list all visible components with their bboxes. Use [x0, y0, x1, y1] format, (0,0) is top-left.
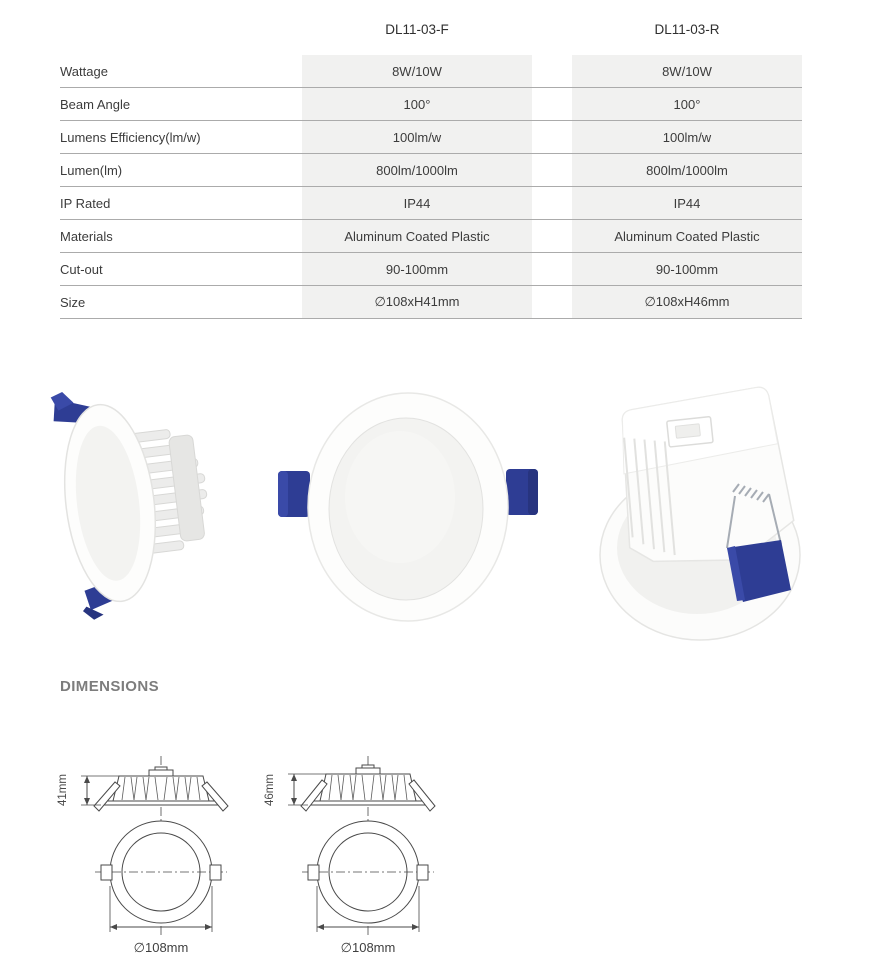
table-row — [60, 154, 802, 187]
row-value-f: IP44 — [302, 187, 532, 219]
table-row — [60, 286, 802, 319]
row-label: IP Rated — [60, 195, 111, 211]
row-value-f: 100lm/w — [302, 121, 532, 153]
spec-table — [60, 55, 802, 319]
row-label: Beam Angle — [60, 96, 131, 112]
row-label: Cut-out — [60, 261, 103, 277]
row-value-r: 800lm/1000lm — [572, 154, 802, 186]
model-column-header-f: DL11-03-F — [385, 22, 449, 37]
row-value-r: IP44 — [572, 187, 802, 219]
height-dimension-label: 46mm — [264, 774, 276, 806]
row-label: Wattage — [60, 63, 108, 79]
row-value-r: ∅108xH46mm — [572, 286, 802, 318]
row-label: Size — [60, 294, 86, 310]
downlight-front-view-photo — [270, 385, 545, 625]
row-value-f: 8W/10W — [302, 55, 532, 87]
table-row — [60, 55, 802, 88]
dimension-drawing-r-graphic — [268, 750, 468, 962]
dimension-drawing-r — [264, 750, 468, 962]
dimensions-heading: DIMENSIONS — [60, 678, 160, 695]
row-value-r: 100° — [572, 88, 802, 120]
row-value-f: ∅108xH41mm — [302, 286, 532, 318]
table-row — [60, 187, 802, 220]
row-value-f: 90-100mm — [302, 253, 532, 285]
row-label: Lumen(lm) — [60, 162, 123, 178]
dimension-drawing-f-graphic — [61, 750, 261, 962]
downlight-side-view-photo — [50, 375, 225, 620]
table-row — [60, 88, 802, 121]
table-row — [60, 253, 802, 286]
row-value-r: 90-100mm — [572, 253, 802, 285]
row-value-r: 8W/10W — [572, 55, 802, 87]
height-dimension-label: 41mm — [57, 774, 69, 806]
row-value-r: 100lm/w — [572, 121, 802, 153]
row-value-r: Aluminum Coated Plastic — [572, 220, 802, 252]
table-row — [60, 121, 802, 154]
model-column-header-r: DL11-03-R — [654, 22, 720, 37]
row-label: Materials — [60, 228, 113, 244]
row-label: Lumens Efficiency(lm/w) — [60, 129, 201, 145]
diameter-dimension-label: ∅108mm — [133, 940, 189, 955]
row-value-f: 100° — [302, 88, 532, 120]
diameter-dimension-label: ∅108mm — [340, 940, 396, 955]
dimension-drawing-f — [57, 750, 261, 962]
table-row — [60, 220, 802, 253]
row-value-f: 800lm/1000lm — [302, 154, 532, 186]
downlight-back-view-photo — [585, 380, 820, 645]
row-value-f: Aluminum Coated Plastic — [302, 220, 532, 252]
